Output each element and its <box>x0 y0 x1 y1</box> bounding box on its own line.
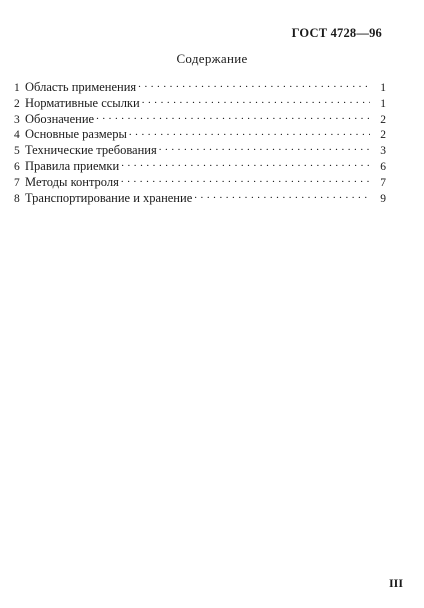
toc-item-number: 4 <box>14 129 20 142</box>
toc-item-number: 5 <box>14 145 20 158</box>
toc-item[interactable] <box>14 126 386 142</box>
toc-item-number: 2 <box>14 97 20 110</box>
toc-item[interactable] <box>14 142 386 158</box>
toc-dot-leader <box>96 111 370 123</box>
toc-item[interactable] <box>14 111 386 127</box>
toc-item-label: Обозначение <box>25 111 95 126</box>
toc-dot-leader <box>142 95 370 107</box>
toc-item-label: Технические требования <box>25 143 157 158</box>
toc-item-label: Область применения <box>25 80 137 94</box>
toc-item-label: Нормативные ссылки <box>25 95 140 110</box>
toc-item-label: Основные размеры <box>25 127 127 142</box>
toc-item-number: 7 <box>14 176 20 189</box>
toc-item-page: 7 <box>380 176 386 189</box>
toc-item-number: 8 <box>14 192 20 205</box>
document-code: ГОСТ 4728—96 <box>291 26 382 40</box>
toc-item-page: 2 <box>380 129 386 142</box>
toc-item-number: 3 <box>14 113 20 126</box>
toc-item-label: Правила приемки <box>25 158 120 173</box>
toc-item[interactable] <box>14 95 386 111</box>
toc-item-page: 9 <box>380 192 386 205</box>
toc-item-page: 6 <box>380 160 386 173</box>
toc-dot-leader <box>129 126 370 138</box>
toc-item-label: Методы контроля <box>25 174 119 189</box>
toc-dot-leader <box>121 158 370 170</box>
toc-item[interactable] <box>14 158 386 174</box>
toc-item-number: 6 <box>14 160 20 173</box>
toc-item[interactable] <box>14 174 386 190</box>
page-number: III <box>388 576 403 590</box>
toc-dot-leader <box>138 79 370 91</box>
table-of-contents <box>14 79 386 205</box>
toc-item-page: 1 <box>380 82 386 94</box>
toc-item-label: Транспортирование и хранение <box>25 190 193 205</box>
toc-dot-leader <box>121 174 370 186</box>
toc-item[interactable] <box>14 190 386 206</box>
toc-item-number: 1 <box>14 82 20 94</box>
toc-item-page: 2 <box>380 113 386 126</box>
toc-item-page: 1 <box>380 97 386 110</box>
toc-dot-leader <box>159 142 370 154</box>
toc-title: Содержание <box>176 51 248 66</box>
toc-item-page: 3 <box>380 145 386 158</box>
toc-item[interactable] <box>14 79 386 95</box>
toc-dot-leader <box>194 190 370 202</box>
